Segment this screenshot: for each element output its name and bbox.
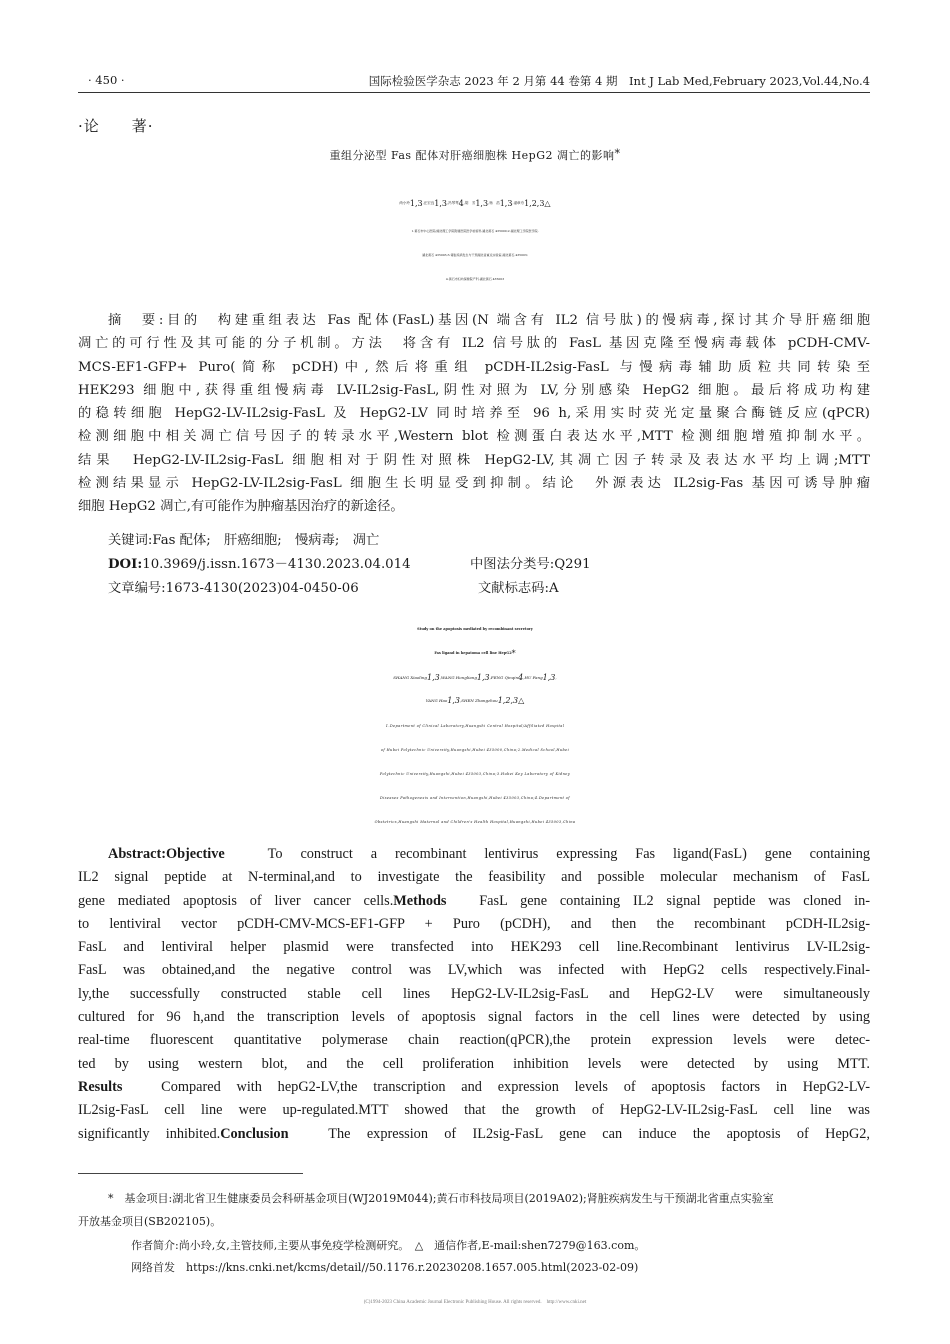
authors-en: YANG Hao$^{1,3}$,SHEN Zhangzhou$^{1,2,3\triangle}$ <box>425 696 525 705</box>
footnote-rule <box>78 1173 303 1174</box>
author-cn: 冯琴琴 <box>448 201 459 205</box>
authors-en: SHANG Xiaoling$^{1,3}$,WANG Hongliang$^{1,3}$,FENG Qinqin$^4$,HU Fang$^{1,3}$, <box>393 673 557 682</box>
abstract-cn-label: 摘 要: <box>108 313 164 328</box>
author-cn: 汪宏良 <box>423 201 435 205</box>
header-rule <box>78 92 870 93</box>
author-cn: 胡 芳 <box>464 201 476 205</box>
title-cn: 重组分泌型 Fas 配体对肝癌细胞株 HepG2 凋亡的影响* <box>329 147 621 162</box>
author-cn: 尚小玲 <box>399 201 410 205</box>
title-en-line: Study on the apoptosis mediated by recombinant secretory <box>417 627 533 631</box>
affiliation-en: Polytechnic University,Huangshi,Hubei 435003,China;3.Hubei Key Laboratory of Kidney <box>379 772 571 776</box>
affiliation-cn: 4.黄石市妇幼保健院产科,湖北黄石 435003 <box>445 277 505 281</box>
author-cn: 杨 浩 <box>489 201 500 205</box>
keywords-cn: 关键词:Fas 配体; 肝癌细胞; 慢病毒; 凋亡 <box>108 533 380 548</box>
affiliation-en: Diseases Pathogenesis and Intervention,Huangshi,Hubei 435003,China;4.Department of <box>379 796 570 800</box>
document-code: 文献标志码:A <box>478 581 559 596</box>
title-en-line: Fas ligand in hepatoma cell line HepG2* <box>434 649 516 658</box>
affiliation-en: 1.Department of Clinical Laboratory,Huangshi Central Hospital/Affiliated Hospital <box>385 724 565 728</box>
author-info: 作者简介:尚小玲,女,主管技师,主要从事免疫学检测研究。 △ 通信作者,E-mail:shen7279@163.com。 <box>131 1239 646 1252</box>
section-label: ·论 著· <box>78 117 154 135</box>
journal-header: 国际检验医学杂志 2023 年 2 月第 44 卷第 4 期 Int J Lab Med,February 2023,Vol.44,No.4 <box>368 74 870 88</box>
fund-footnote-cont: 开放基金项目(SB202105)。 <box>78 1215 222 1228</box>
copyright-notice: (C)1994-2023 China Academic Journal Electronic Publishing House. All rights reserved. http://www.cnki.net <box>363 1300 587 1305</box>
abstract-en: Abstract:Objective To construct a recombinant lentivirus expressing Fas ligand(FasL) gene containing IL2 signal peptide at N-terminal,and to investigate the feasibility and possible molecular mechanism of FasL gene mediated apoptosis of liver cancer cells.Methods FasL gene containing IL2 signal peptide was cloned in- to lentiviral vector pCDH-CMV-MCS-EF1-GFP + Puro (pCDH), and then the recombinant pCDH-IL2sig- FasL and lentiviral helper plasmid were transfected into HEK293 cell line.Recombinant lentivirus LV-IL2sig- FasL was obtained,and the negative control was LV,which was infected with HepG2 cells respectively.Final- ly,the successfully constructed stable cell lines HepG2-LV-IL2sig-FasL and HepG2-LV were simultaneously cultured for 96 h,and the transcription levels of apoptosis signal factors in the cell lines were detected by using real-time fluorescent quantitative polymerase chain reaction(qPCR),the protein expression levels were detec- ted by using western blot, and the cell proliferation inhibition levels were detected by using MTT. Results Compared with hepG2-LV,the transcription and expression levels of apoptosis factors in HepG2-LV- IL2sig-FasL cell line were up-regulated.MTT showed that the growth of HepG2-LV-IL2sig-FasL cell line was significantly inhibited.Conclusion The expression of IL2sig-FasL gene can induce the apoptosis of HepG2, <box>78 846 870 1142</box>
fund-footnote: * 基金项目:湖北省卫生健康委员会科研基金项目(WJ2019M044);黄石市科技局项目(2019A02);肾脏疾病发生与干预湖北省重点实验室 <box>108 1192 774 1205</box>
affiliation-en: Obstetrics,Huangshi Maternal and Children's Health Hospital,Huangshi,Hubei 435003,China <box>374 820 576 824</box>
affiliation-en: of Hubei Polytechnic University,Huangshi,Hubei 435000,China;2.Medical School,Hubei <box>380 748 570 752</box>
article-number: 文章编号:1673-4130(2023)04-0450-06 <box>108 581 359 596</box>
authors-cn: 尚小玲$^{1,3}$,汪宏良$^{1,3}$,冯琴琴$^4$,胡 芳$^{1,3}$,杨 浩$^{1,3}$,谌章舟$^{1,2,3\triangle}$ <box>399 199 551 208</box>
abstract-cn: 摘 要:目的 构建重组表达 Fas 配体(FasL)基因(N 端含有 IL2 信号肽)的慢病毒,探讨其介导肝癌细胞 凋亡的可行性及其可能的分子机制。方法 将含有 IL2 信号肽的 FasL 基因克隆至慢病毒载体 pCDH-CMV- MCS-EF1-GFP+ Puro(简称 pCDH)中,然后将重组 pCDH-IL2sig-FasL 与慢病毒辅助质粒共同转染至 HEK293 细胞中,获得重组慢病毒 LV-IL2sig-FasL,阴性对照为 LV,分别感染 HepG2 细胞。最后将成功构建 的稳转细胞 HepG2-LV-IL2sig-FasL 及 HepG2-LV 同时培养至 96 h,采用实时荧光定量聚合酶链反应(qPCR) 检测细胞中相关凋亡信号因子的转录水平,Western blot 检测蛋白表达水平,MTT 检测细胞增殖抑制水平。 结果 HepG2-LV-IL2sig-FasL 细胞相对于阴性对照株 HepG2-LV,其凋亡因子转录及表达水平均上调;MTT 检测结果显示 HepG2-LV-IL2sig-FasL 细胞生长明显受到抑制。结论 外源表达 IL2sig-Fas 基因可诱导肿瘤 细胞 HepG2 凋亡,有可能作为肿瘤基因治疗的新途径。 <box>78 313 870 515</box>
doi: DOI:10.3969/j.issn.1673－4130.2023.04.014 <box>108 557 411 572</box>
page-number: · 450 · <box>88 73 125 87</box>
affiliation-cn: 湖北黄石 435003;3.肾脏疾病发生与干预湖北省重点实验室,湖北黄石,435003; <box>422 253 528 257</box>
affiliation-cn: 1.黄石市中心医院/湖北理工学院附属医院医学检验科,湖北黄石 435000;2.湖北理工学院医学院, <box>411 229 539 233</box>
author-cn: 谌章舟 <box>513 201 525 205</box>
clc-number: 中图法分类号:Q291 <box>470 557 591 572</box>
online-first: 网络首发 https://kns.cnki.net/kcms/detail//50.1176.r.20230208.1657.005.html(2023-02-09) <box>131 1261 639 1274</box>
